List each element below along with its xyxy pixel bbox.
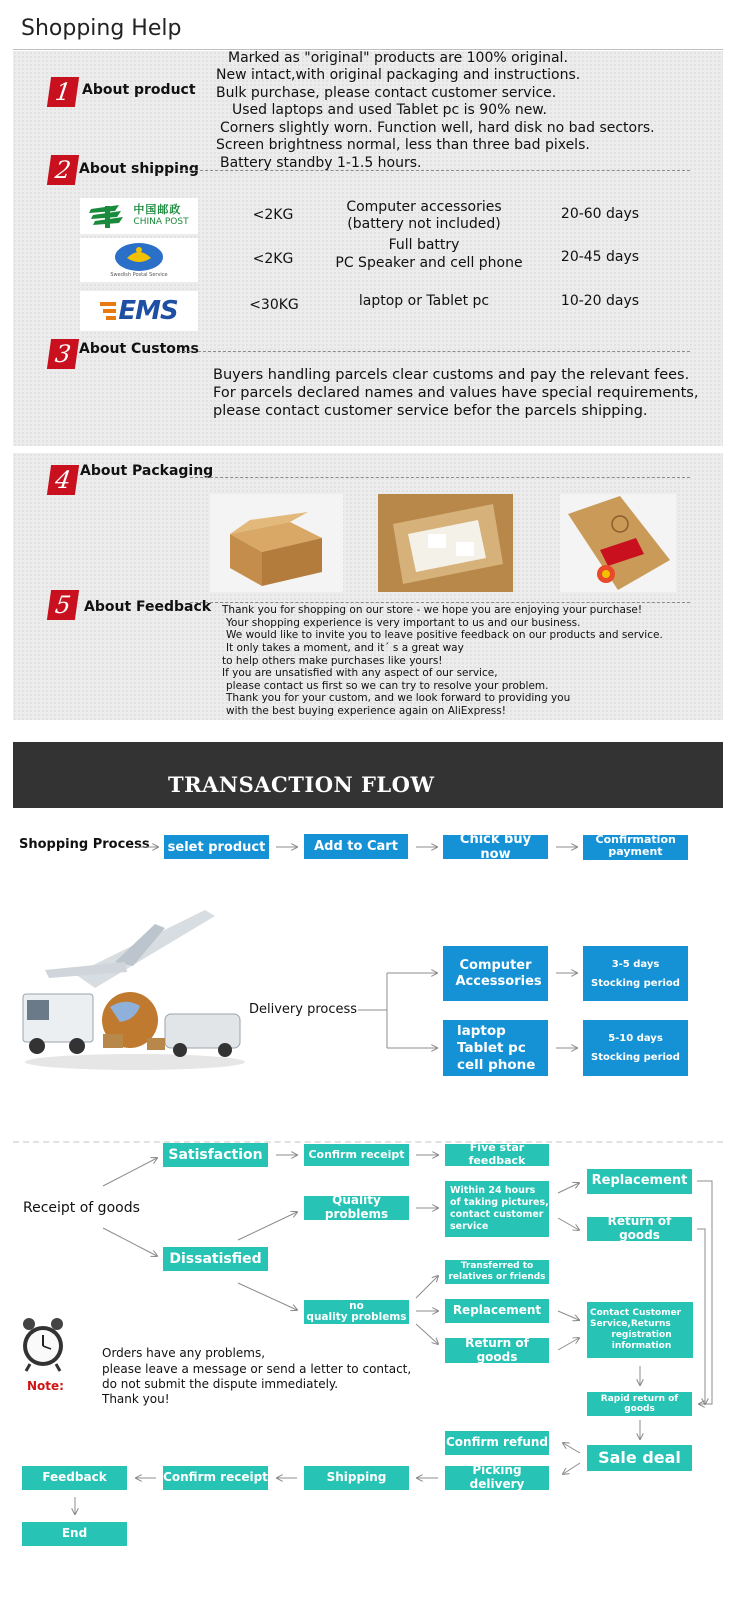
feedback-line: It only takes a moment, and it´ s a great way — [226, 642, 464, 654]
feedback-line: with the best buying experience again on AliExpress! — [226, 705, 506, 717]
section-number-4: 4 — [47, 465, 79, 495]
replacement-box-2: Replacement — [445, 1299, 549, 1323]
shipping-item: (battery not included) — [347, 216, 501, 232]
section-number-3: 3 — [47, 339, 79, 369]
dissatisfied-box: Dissatisfied — [163, 1247, 268, 1271]
delivery-category-line: Tablet pc — [457, 1039, 526, 1056]
china-post-icon — [89, 203, 129, 229]
within-24-hours-box — [445, 1181, 549, 1237]
transaction-banner — [13, 742, 723, 808]
stocking-period: Stocking period — [591, 977, 680, 989]
no-quality-line: quality problems — [306, 1311, 407, 1323]
section-title-feedback: About Feedback — [84, 599, 212, 615]
product-line: Battery standby 1-1.5 hours. — [220, 155, 422, 171]
china-post-logo — [80, 198, 198, 234]
shipping-days: 20-45 days — [560, 249, 640, 265]
shipping-box: Shipping — [304, 1466, 409, 1490]
customs-line: For parcels declared names and values have special requirements, — [213, 385, 699, 401]
section-number-5: 5 — [47, 590, 79, 620]
page-title: Shopping Help — [21, 16, 182, 41]
shipping-item: PC Speaker and cell phone — [335, 255, 523, 271]
delivery-category-accessories-label: Computer Accessories — [455, 957, 542, 989]
product-line: Bulk purchase, please contact customer service. — [216, 85, 557, 101]
post-horn-icon — [109, 242, 169, 272]
step-confirm-payment — [583, 832, 688, 860]
return-goods-box-2: Return of goods — [445, 1338, 549, 1363]
packaging-photo-open-box — [378, 494, 513, 592]
shipping-weight: <30KG — [249, 297, 299, 313]
delivery-category-accessories — [443, 946, 548, 1001]
note-line: Thank you! — [102, 1392, 170, 1406]
divider — [13, 1141, 723, 1143]
delivery-stocking-1 — [583, 946, 688, 1001]
product-line: New intact,with original packaging and instructions. — [216, 67, 581, 83]
within-24-line: service — [450, 1221, 489, 1232]
customs-line: Buyers handling parcels clear customs and pay the relevant fees. — [213, 367, 690, 383]
swedish-post-logo — [80, 238, 198, 282]
receipt-label: Receipt of goods — [23, 1200, 140, 1216]
note-label: Note: — [27, 1379, 64, 1393]
shipping-weight: <2KG — [252, 207, 294, 223]
step-add-to-cart: Add to Cart — [304, 834, 408, 859]
feedback-line: Your shopping experience is very important to us and our business. — [226, 617, 581, 629]
within-24-line: of taking pictures, — [450, 1197, 549, 1208]
shopping-process-label: Shopping Process — [19, 837, 150, 852]
note-line: Orders have any problems, — [102, 1346, 266, 1360]
section-title-customs: About Customs — [79, 341, 199, 357]
feedback-line: Thank you for shopping on our store - we hope you are enjoying your purchase! — [222, 604, 643, 616]
feedback-line: to help others make purchases like yours! — [222, 655, 443, 667]
ems-stripes-icon — [100, 300, 116, 322]
section-title-packaging: About Packaging — [80, 463, 214, 479]
confirm-receipt-box: Confirm receipt — [304, 1144, 409, 1166]
step-select-product: selet product — [164, 835, 269, 859]
china-post-cn: 中国邮政 — [133, 203, 182, 216]
section-title-product: About product — [82, 82, 196, 98]
customs-line: please contact customer service befor the parcels shipping. — [213, 403, 648, 419]
stocking-period: Stocking period — [591, 1052, 680, 1063]
delivery-category-line: cell phone — [457, 1056, 536, 1073]
quality-problems-box: Quality problems — [304, 1196, 409, 1220]
stocking-days: 3-5 days — [611, 958, 660, 970]
contact-cs-line: registration information — [611, 1330, 672, 1351]
packaging-photo-brand-box — [560, 494, 676, 592]
feedback-line: If you are unsatisfied with any aspect of our service, — [222, 667, 498, 679]
satisfaction-box: Satisfaction — [163, 1143, 268, 1167]
no-quality-problems-box — [304, 1300, 409, 1324]
divider — [190, 477, 690, 478]
step-confirm-payment-label: Confirmation payment — [595, 832, 676, 858]
picking-delivery-box: Picking delivery — [445, 1466, 549, 1490]
confirm-receipt-box-2: Confirm receipt — [163, 1466, 268, 1490]
delivery-category-line: laptop — [457, 1022, 506, 1039]
step-buy-now: Chick buy now — [443, 835, 548, 859]
confirm-refund-box: Confirm refund — [445, 1431, 549, 1455]
within-24-line: contact customer — [450, 1209, 544, 1220]
section-number-2: 2 — [47, 155, 79, 185]
replacement-box: Replacement — [587, 1169, 692, 1194]
transferred-box — [445, 1260, 549, 1284]
shipping-days: 20-60 days — [560, 206, 640, 222]
section-number-1: 1 — [47, 77, 79, 107]
rapid-return-box: Rapid return of goods — [587, 1392, 692, 1416]
ems-logo — [80, 291, 198, 331]
feedback-line: please contact us first so we can try to resolve your problem. — [226, 680, 549, 692]
note-line: please leave a message or send a letter to contact, — [102, 1362, 412, 1376]
delivery-stocking-2 — [583, 1020, 688, 1076]
transferred-line: Transferred to — [460, 1261, 534, 1271]
product-line: Marked as "original" products are 100% original. — [228, 50, 568, 66]
feedback-box: Feedback — [22, 1466, 127, 1490]
divider — [190, 602, 690, 603]
divider — [180, 170, 690, 171]
contact-cs-box — [587, 1302, 693, 1358]
delivery-illustration — [15, 902, 247, 1072]
delivery-process-label: Delivery process — [249, 1002, 358, 1017]
end-box: End — [22, 1522, 127, 1546]
packaging-photo-box — [210, 494, 343, 592]
china-post-en: CHINA POST — [133, 217, 189, 227]
swedish-post-caption: Swedish Postal Service — [110, 272, 168, 278]
sale-deal-box: Sale deal — [587, 1445, 692, 1471]
contact-cs-line: Service,Returns — [590, 1319, 671, 1329]
header — [13, 10, 723, 50]
delivery-category-laptop — [443, 1020, 548, 1076]
alarm-clock-icon — [20, 1316, 66, 1372]
shipping-item: laptop or Tablet pc — [358, 293, 490, 309]
divider — [178, 351, 690, 352]
section-title-shipping: About shipping — [79, 161, 199, 177]
feedback-line: Thank you for your custom, and we look forward to providing you — [226, 692, 571, 704]
contact-cs-line: Contact Customer — [590, 1308, 682, 1318]
feedback-line: We would like to invite you to leave positive feedback on our products and service. — [226, 629, 663, 641]
shipping-item: Full battry — [388, 237, 460, 253]
shipping-weight: <2KG — [252, 251, 294, 267]
shipping-item: Computer accessories — [346, 199, 502, 215]
note-line: do not submit the dispute immediately. — [102, 1377, 339, 1391]
ems-text: EMS — [118, 296, 178, 326]
transferred-line: relatives or friends — [448, 1272, 546, 1282]
product-line: Corners slightly worn. Function well, hard disk no bad sectors. — [220, 120, 655, 136]
stocking-days: 5-10 days — [608, 1033, 663, 1044]
return-goods-box: Return of goods — [587, 1217, 692, 1241]
within-24-line: Within 24 hours — [450, 1185, 536, 1196]
transaction-title: TRANSACTION FLOW — [168, 772, 435, 797]
shipping-days: 10-20 days — [560, 293, 640, 309]
no-quality-line: no — [349, 1300, 364, 1312]
five-star-box: Five star feedback — [445, 1144, 549, 1166]
product-line: Used laptops and used Tablet pc is 90% new. — [232, 102, 547, 118]
product-line: Screen brightness normal, less than three bad pixels. — [216, 137, 590, 153]
